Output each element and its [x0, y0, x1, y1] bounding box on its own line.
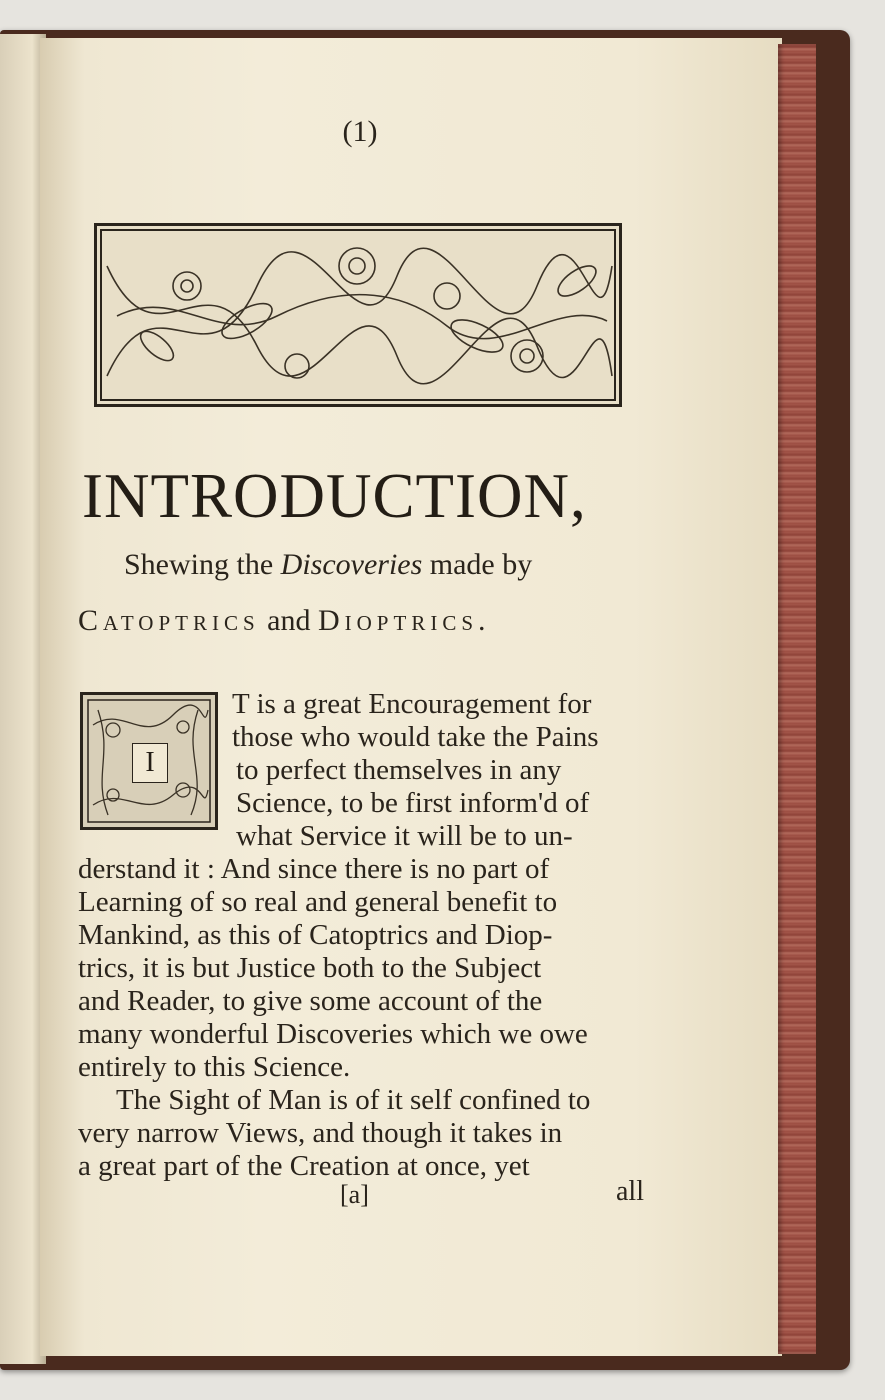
page-number: (1) — [342, 115, 378, 148]
body-line: a great part of the Creation at once, yet — [78, 1150, 530, 1182]
page-edges — [778, 44, 816, 1354]
subtitle-text-a: Shewing the — [124, 548, 281, 581]
body-line: derstand it : And since there is no part of — [78, 853, 550, 885]
catchword: all — [616, 1176, 644, 1207]
subtitle-text-c: made by — [422, 548, 533, 581]
body-line: what Service it will be to un- — [236, 820, 573, 852]
subtitle-line-2 — [78, 604, 658, 638]
subtitle-and: and — [259, 604, 318, 637]
drop-cap-letter: I — [132, 743, 168, 783]
body-line: to perfect themselves in any — [236, 754, 562, 786]
body-line: entirely to this Science. — [78, 1051, 351, 1083]
body-line: many wonderful Discoveries which we owe — [78, 1018, 588, 1050]
subtitle-dioptrics: Dioptrics. — [317, 604, 491, 637]
body-line: trics, it is but Justice both to the Subject — [78, 952, 542, 984]
body-line: and Reader, to give some account of the — [78, 985, 543, 1017]
subtitle-line-1 — [124, 548, 624, 582]
body-line: Mankind, as this of Catoptrics and Diop- — [78, 919, 553, 951]
body-line: those who would take the Pains — [232, 721, 599, 753]
ornamental-headpiece — [94, 223, 622, 407]
subtitle-discoveries: Discoveries — [280, 548, 423, 581]
body-line: very narrow Views, and though it takes in — [78, 1117, 563, 1149]
body-line: T is a great Encouragement for — [232, 688, 592, 720]
signature-mark: [a] — [340, 1180, 369, 1209]
body-line: The Sight of Man is of it self confined to — [116, 1084, 591, 1116]
chapter-title: INTRODUCTION, — [82, 461, 587, 531]
subtitle-catoptrics: Catoptrics — [78, 604, 260, 637]
body-line: Learning of so real and general benefit to — [78, 886, 558, 918]
body-line: Science, to be first inform'd of — [236, 787, 590, 819]
